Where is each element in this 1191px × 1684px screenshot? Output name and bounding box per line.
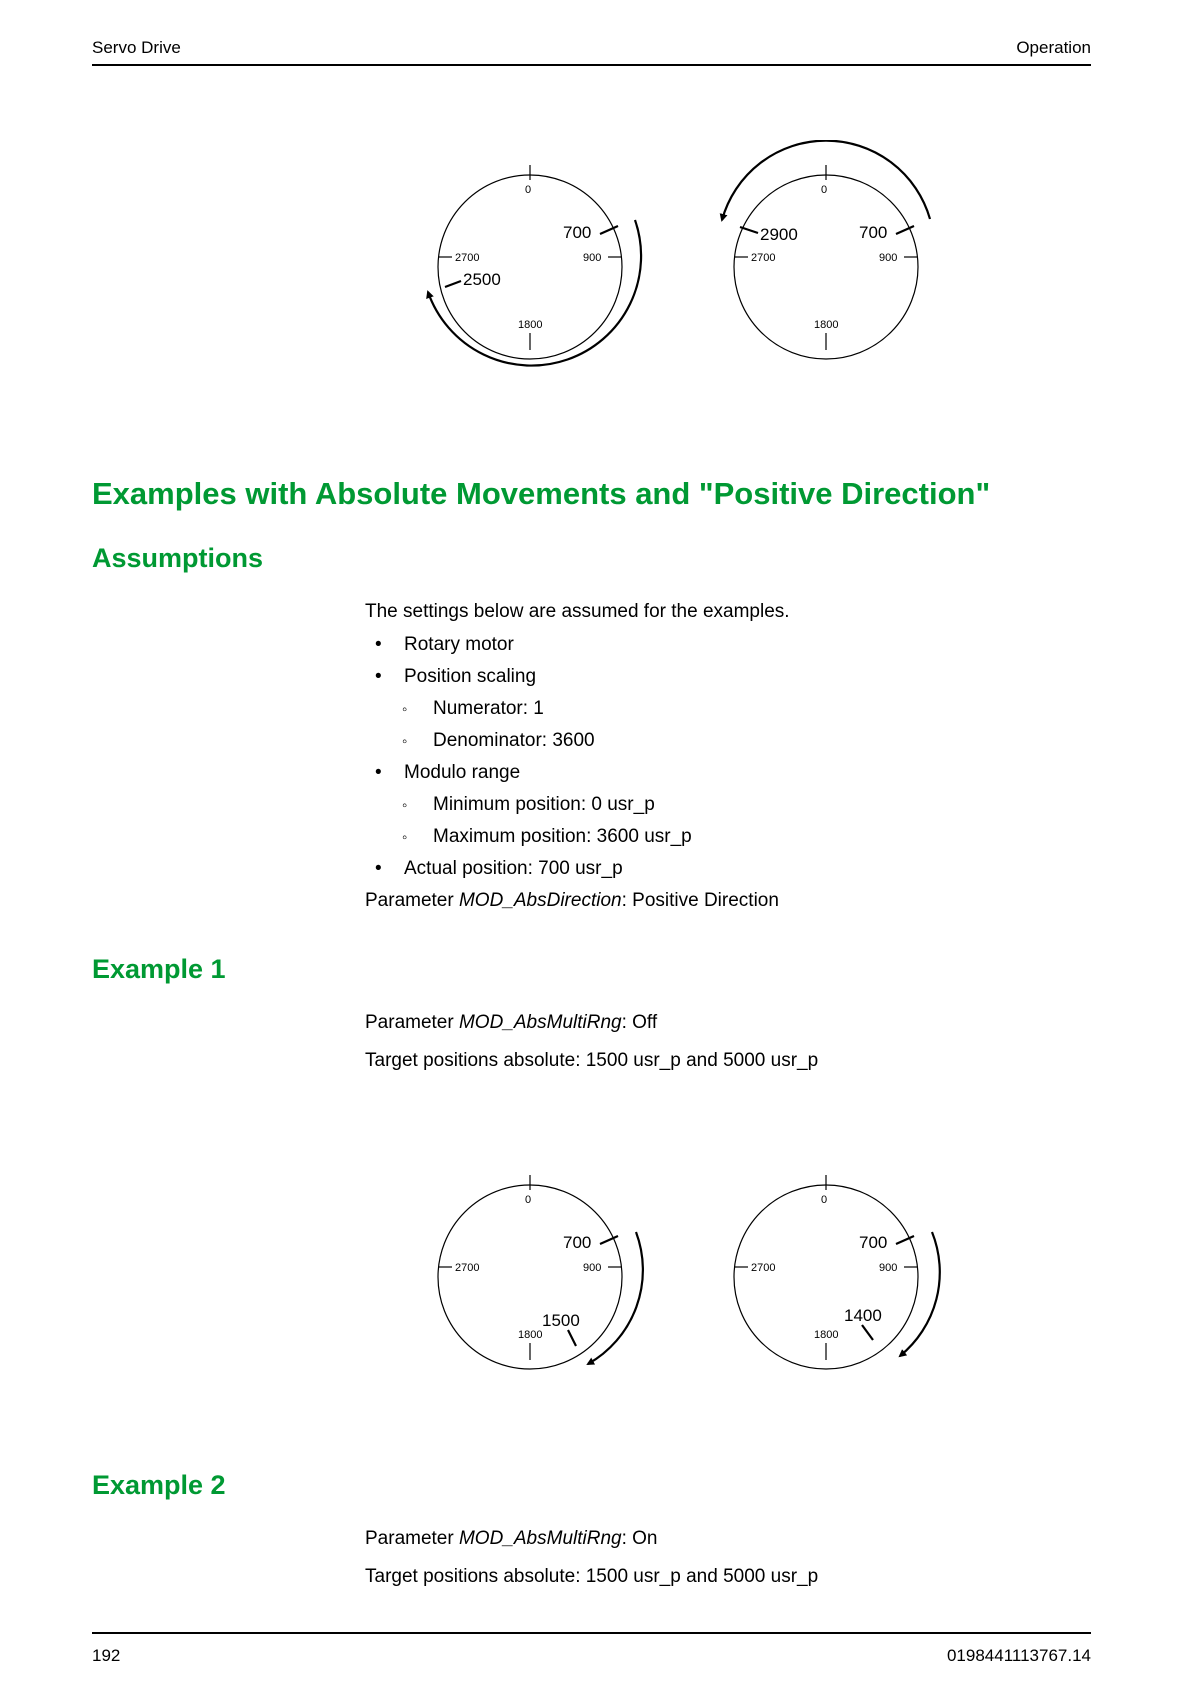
sub-bullet: ◦ bbox=[402, 701, 408, 718]
marker-label-1500: 1500 bbox=[542, 1311, 580, 1330]
section-title: Examples with Absolute Movements and "Positive Direction" bbox=[92, 476, 991, 511]
page-footer bbox=[92, 1632, 1091, 1664]
list-item-min-pos: Minimum position: 0 usr_p bbox=[433, 794, 655, 815]
dial-top-right bbox=[722, 141, 930, 359]
param-value: : On bbox=[621, 1528, 658, 1549]
tick-label-2700: 2700 bbox=[455, 1262, 480, 1274]
tick-label-0: 0 bbox=[821, 184, 828, 196]
tick-label-1800: 1800 bbox=[814, 319, 839, 331]
param-prefix: Parameter bbox=[365, 1528, 459, 1549]
bullet: • bbox=[375, 666, 382, 687]
param-name: MOD_AbsDirection bbox=[458, 890, 622, 911]
example2-parameter bbox=[365, 1528, 658, 1550]
list-item-rotary: Rotary motor bbox=[404, 634, 514, 655]
assumptions-parameter bbox=[365, 890, 779, 912]
list-item-max-pos: Maximum position: 3600 usr_p bbox=[433, 826, 692, 847]
marker-label-2900: 2900 bbox=[760, 225, 798, 244]
marker-label-700: 700 bbox=[563, 223, 592, 242]
arrow-path bbox=[900, 1232, 940, 1356]
list-item-actual: Actual position: 700 usr_p bbox=[404, 858, 623, 879]
list-item-denominator: Denominator: 3600 bbox=[433, 730, 595, 751]
bullet: • bbox=[375, 634, 382, 655]
param-prefix: Parameter bbox=[365, 1012, 459, 1033]
param-prefix: Parameter bbox=[365, 890, 459, 911]
list-item-scaling: Position scaling bbox=[404, 666, 537, 687]
arrow-path bbox=[588, 1232, 643, 1364]
example2-targets: Target positions absolute: 1500 usr_p and 5000 usr_p bbox=[365, 1566, 819, 1587]
marker-label-1400: 1400 bbox=[844, 1306, 882, 1325]
sub-bullet: ◦ bbox=[402, 733, 408, 750]
dial-example1-left bbox=[438, 1175, 643, 1369]
example2-heading: Example 2 bbox=[92, 1470, 226, 1500]
param-value: : Positive Direction bbox=[621, 890, 779, 911]
arrow-path bbox=[722, 141, 930, 220]
tick-label-2700: 2700 bbox=[751, 252, 776, 264]
tick-label-900: 900 bbox=[583, 252, 602, 264]
tick-label-0: 0 bbox=[525, 1194, 532, 1206]
bullet: • bbox=[375, 858, 382, 879]
param-name: MOD_AbsMultiRng bbox=[458, 1012, 622, 1033]
example1-heading: Example 1 bbox=[92, 954, 226, 984]
tick-label-900: 900 bbox=[879, 252, 898, 264]
marker-2500 bbox=[445, 281, 461, 287]
list-item-numerator: Numerator: 1 bbox=[433, 698, 544, 719]
example1-parameter bbox=[365, 1012, 657, 1034]
tick-label-0: 0 bbox=[821, 1194, 828, 1206]
dial-top-left bbox=[428, 165, 641, 366]
sub-bullet: ◦ bbox=[402, 829, 408, 846]
arrow-path bbox=[428, 220, 641, 366]
sub-bullet: ◦ bbox=[402, 797, 408, 814]
param-name: MOD_AbsMultiRng bbox=[458, 1528, 622, 1549]
header-doc-title: Servo Drive bbox=[92, 38, 181, 57]
marker-label-700: 700 bbox=[563, 1233, 592, 1252]
tick-label-900: 900 bbox=[583, 1262, 602, 1274]
bullet: • bbox=[375, 762, 382, 783]
figure-dials-top bbox=[0, 140, 1191, 400]
tick-label-2700: 2700 bbox=[455, 252, 480, 264]
tick-label-900: 900 bbox=[879, 1262, 898, 1274]
marker-label-2500: 2500 bbox=[463, 270, 501, 289]
tick-label-1800: 1800 bbox=[518, 319, 543, 331]
marker-label-700: 700 bbox=[859, 1233, 888, 1252]
document-id: 0198441113767.14 bbox=[946, 1646, 1091, 1665]
tick-label-0: 0 bbox=[525, 184, 532, 196]
figure-dials-example1 bbox=[0, 1140, 1191, 1400]
tick-label-2700: 2700 bbox=[751, 1262, 776, 1274]
assumptions-heading: Assumptions bbox=[92, 543, 264, 573]
marker-1400 bbox=[862, 1325, 873, 1340]
param-value: : Off bbox=[621, 1012, 658, 1033]
page-header bbox=[92, 36, 1091, 66]
page-number: 192 bbox=[92, 1646, 121, 1665]
assumptions-intro: The settings below are assumed for the examples. bbox=[365, 601, 790, 622]
dial-example1-right bbox=[734, 1175, 940, 1369]
marker-1500 bbox=[568, 1330, 576, 1346]
marker-2900 bbox=[740, 227, 758, 233]
tick-label-1800: 1800 bbox=[518, 1329, 543, 1341]
list-item-modulo: Modulo range bbox=[404, 762, 521, 783]
example1-targets: Target positions absolute: 1500 usr_p and 5000 usr_p bbox=[365, 1050, 819, 1071]
tick-label-1800: 1800 bbox=[814, 1329, 839, 1341]
marker-label-700: 700 bbox=[859, 223, 888, 242]
header-section: Operation bbox=[1016, 38, 1091, 57]
